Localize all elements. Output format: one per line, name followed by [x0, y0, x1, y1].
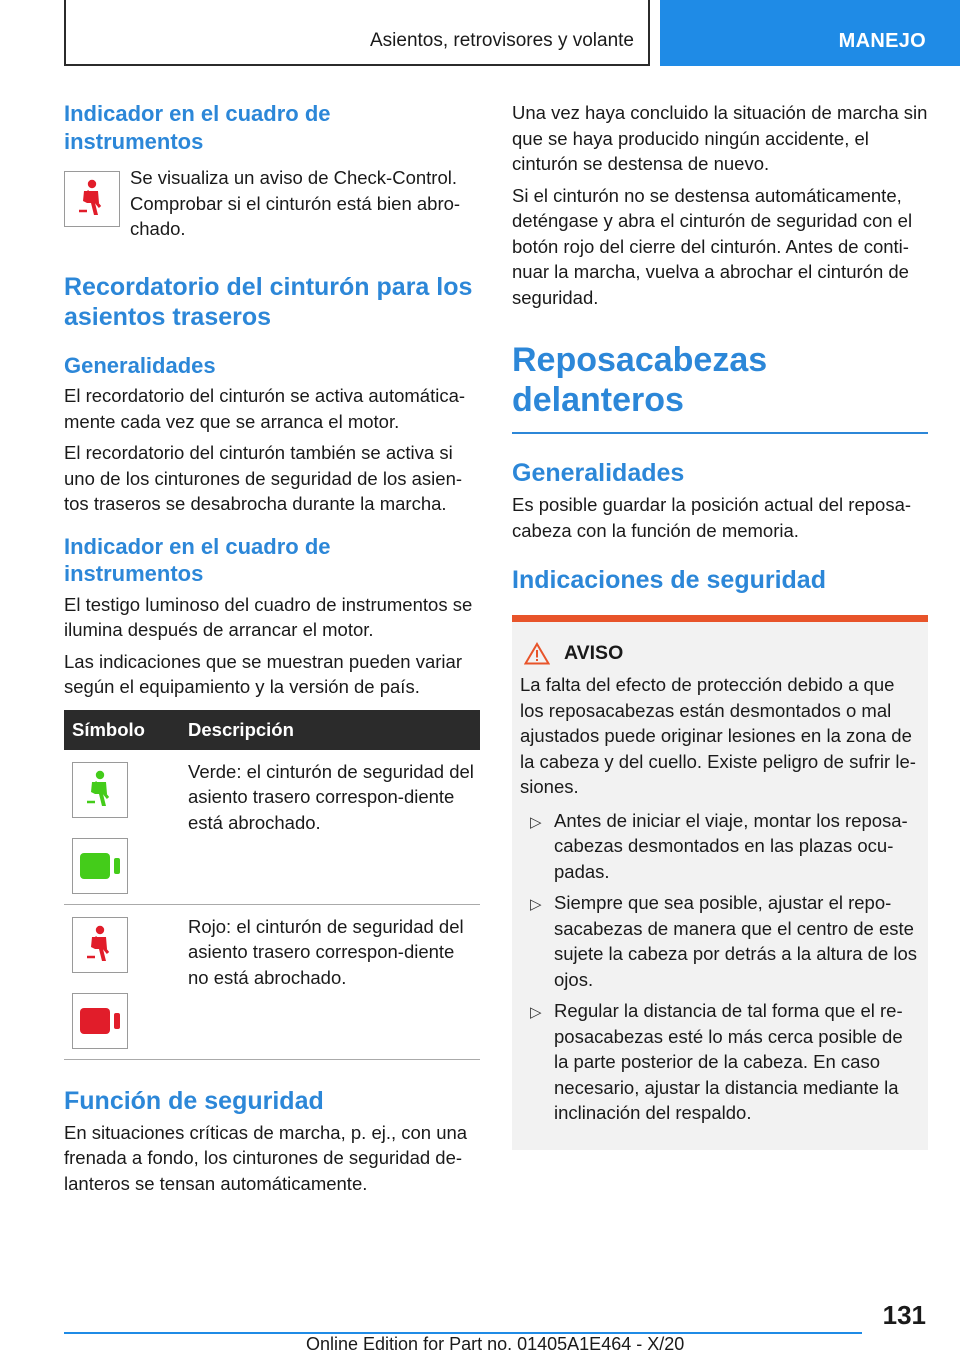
rear-seat-red-icon — [72, 993, 128, 1049]
table-row — [64, 750, 480, 905]
heading-reposacabezas: Reposacabezas delanteros — [512, 341, 768, 419]
footer-edition: Online Edition for Part no. 01405A1E464 - X/20 — [306, 1334, 685, 1354]
heading-underline — [512, 432, 928, 434]
heading-indicaciones: Indicaciones de seguridad — [512, 566, 826, 594]
table-header-symbol: Símbolo — [72, 718, 145, 740]
description-cell: Rojo: el cinturón de seguridad del asiento trasero correspon-diente no está abrochado. — [188, 904, 480, 1059]
check-control-text: Se visualiza un aviso de Check-Control. Comprobar si el cinturón está bien abro-chado. — [130, 167, 461, 239]
table-header-row — [64, 710, 480, 750]
description-cell: Verde: el cinturón de seguridad del asiento trasero correspon-diente está abrochado. — [188, 750, 480, 905]
seatbelt-green-icon — [72, 762, 128, 818]
symbol-cell — [64, 750, 188, 905]
page-number: 131 — [882, 1300, 926, 1330]
warning-text: La falta del efecto de protección debido a que los reposacabezas están desmontados o mal ajustados puede originar lesiones en la zona de la cabeza y del cuello. Existe peligro de sufrir le-siones. — [520, 674, 916, 797]
bullet-triangle-icon: ▷ — [530, 896, 542, 913]
list-item: ▷ Antes de iniciar el viaje, montar los reposa-cabezas desmontados en las plazas ocu-padas. — [530, 809, 908, 882]
check-control-block — [64, 165, 480, 248]
gen-paragraph-1: El recordatorio del cinturón se activa automática-mente cada vez que se arranca el motor. — [64, 385, 466, 432]
header-chapter-label: MANEJO — [838, 30, 926, 52]
header-section-box — [64, 0, 650, 66]
heading-generalidades-left: Generalidades — [64, 352, 216, 378]
funcion-paragraph: En situaciones críticas de marcha, p. ej., con una frenada a fondo, los cinturones de seguridad de-lanteros se tensan automáticamente. — [64, 1121, 468, 1194]
list-item: ▷ Siempre que sea posible, ajustar el repo-sacabezas de manera que el centro de este sujete la cabeza por detrás a la altura de los ojos. — [530, 892, 918, 990]
header-section-title: Asientos, retrovisores y volante — [369, 30, 634, 51]
indicador-paragraph-1: El testigo luminoso del cuadro de instrumentos se ilumina después de arrancar el motor. — [64, 593, 473, 640]
header-chapter-tab[interactable] — [660, 0, 960, 66]
warning-title — [520, 642, 920, 665]
right-paragraph-2: Si el cinturón no se destensa automáticamente, deténgase y abra el cinturón de seguridad con el botón rojo del cierre del cinturón. Antes de conti-nuar la marcha, vuelva a abrochar el cinturón de seguridad. — [512, 184, 913, 308]
table-header-description: Descripción — [188, 718, 294, 740]
seatbelt-red-icon — [72, 917, 128, 973]
heading-generalidades-right: Generalidades — [512, 459, 685, 487]
right-paragraph-1: Una vez haya concluido la situación de marcha sin que se haya producido ningún accidente, el cinturón se destensa de nuevo. — [512, 102, 928, 174]
table-row — [64, 904, 480, 1059]
gen-paragraph-2: El recordatorio del cinturón también se activa si uno de los cinturones de seguridad de los asien-tos traseros se desabrocha durante la marcha. — [64, 442, 463, 514]
warning-triangle-icon — [524, 642, 550, 665]
heading-indicador-2: Indicador en el cuadro de instrumentos — [64, 533, 331, 586]
seatbelt-warning-icon — [64, 171, 120, 227]
indicador-paragraph-2: Las indicaciones que se muestran pueden variar según el equipamiento y la versión de país. — [64, 650, 462, 697]
heading-recordatorio: Recordatorio del cinturón para los asientos traseros — [64, 272, 473, 331]
left-column — [64, 100, 480, 1202]
bullet-triangle-icon: ▷ — [530, 1004, 542, 1021]
reposacabezas-gen-paragraph: Es posible guardar la posición actual del reposa-cabeza con la función de memoria. — [512, 494, 912, 541]
warning-title-text: AVISO — [564, 642, 624, 664]
heading-indicador-1: Indicador en el cuadro de instrumentos — [64, 101, 331, 154]
warning-list — [520, 808, 920, 1126]
rear-seat-green-icon — [72, 838, 128, 894]
symbol-table — [64, 710, 480, 1060]
list-item: ▷ Regular la distancia de tal forma que el re-posacabezas esté lo más cerca posible de la parte posterior de la cabeza. En caso necesario, ajustar la distancia mediante la inclinación del respaldo. — [530, 1000, 903, 1123]
right-column — [512, 100, 928, 1150]
symbol-cell — [64, 904, 188, 1059]
warning-box — [512, 615, 928, 1150]
bullet-triangle-icon: ▷ — [530, 813, 542, 831]
heading-funcion-seguridad: Función de seguridad — [64, 1086, 324, 1115]
